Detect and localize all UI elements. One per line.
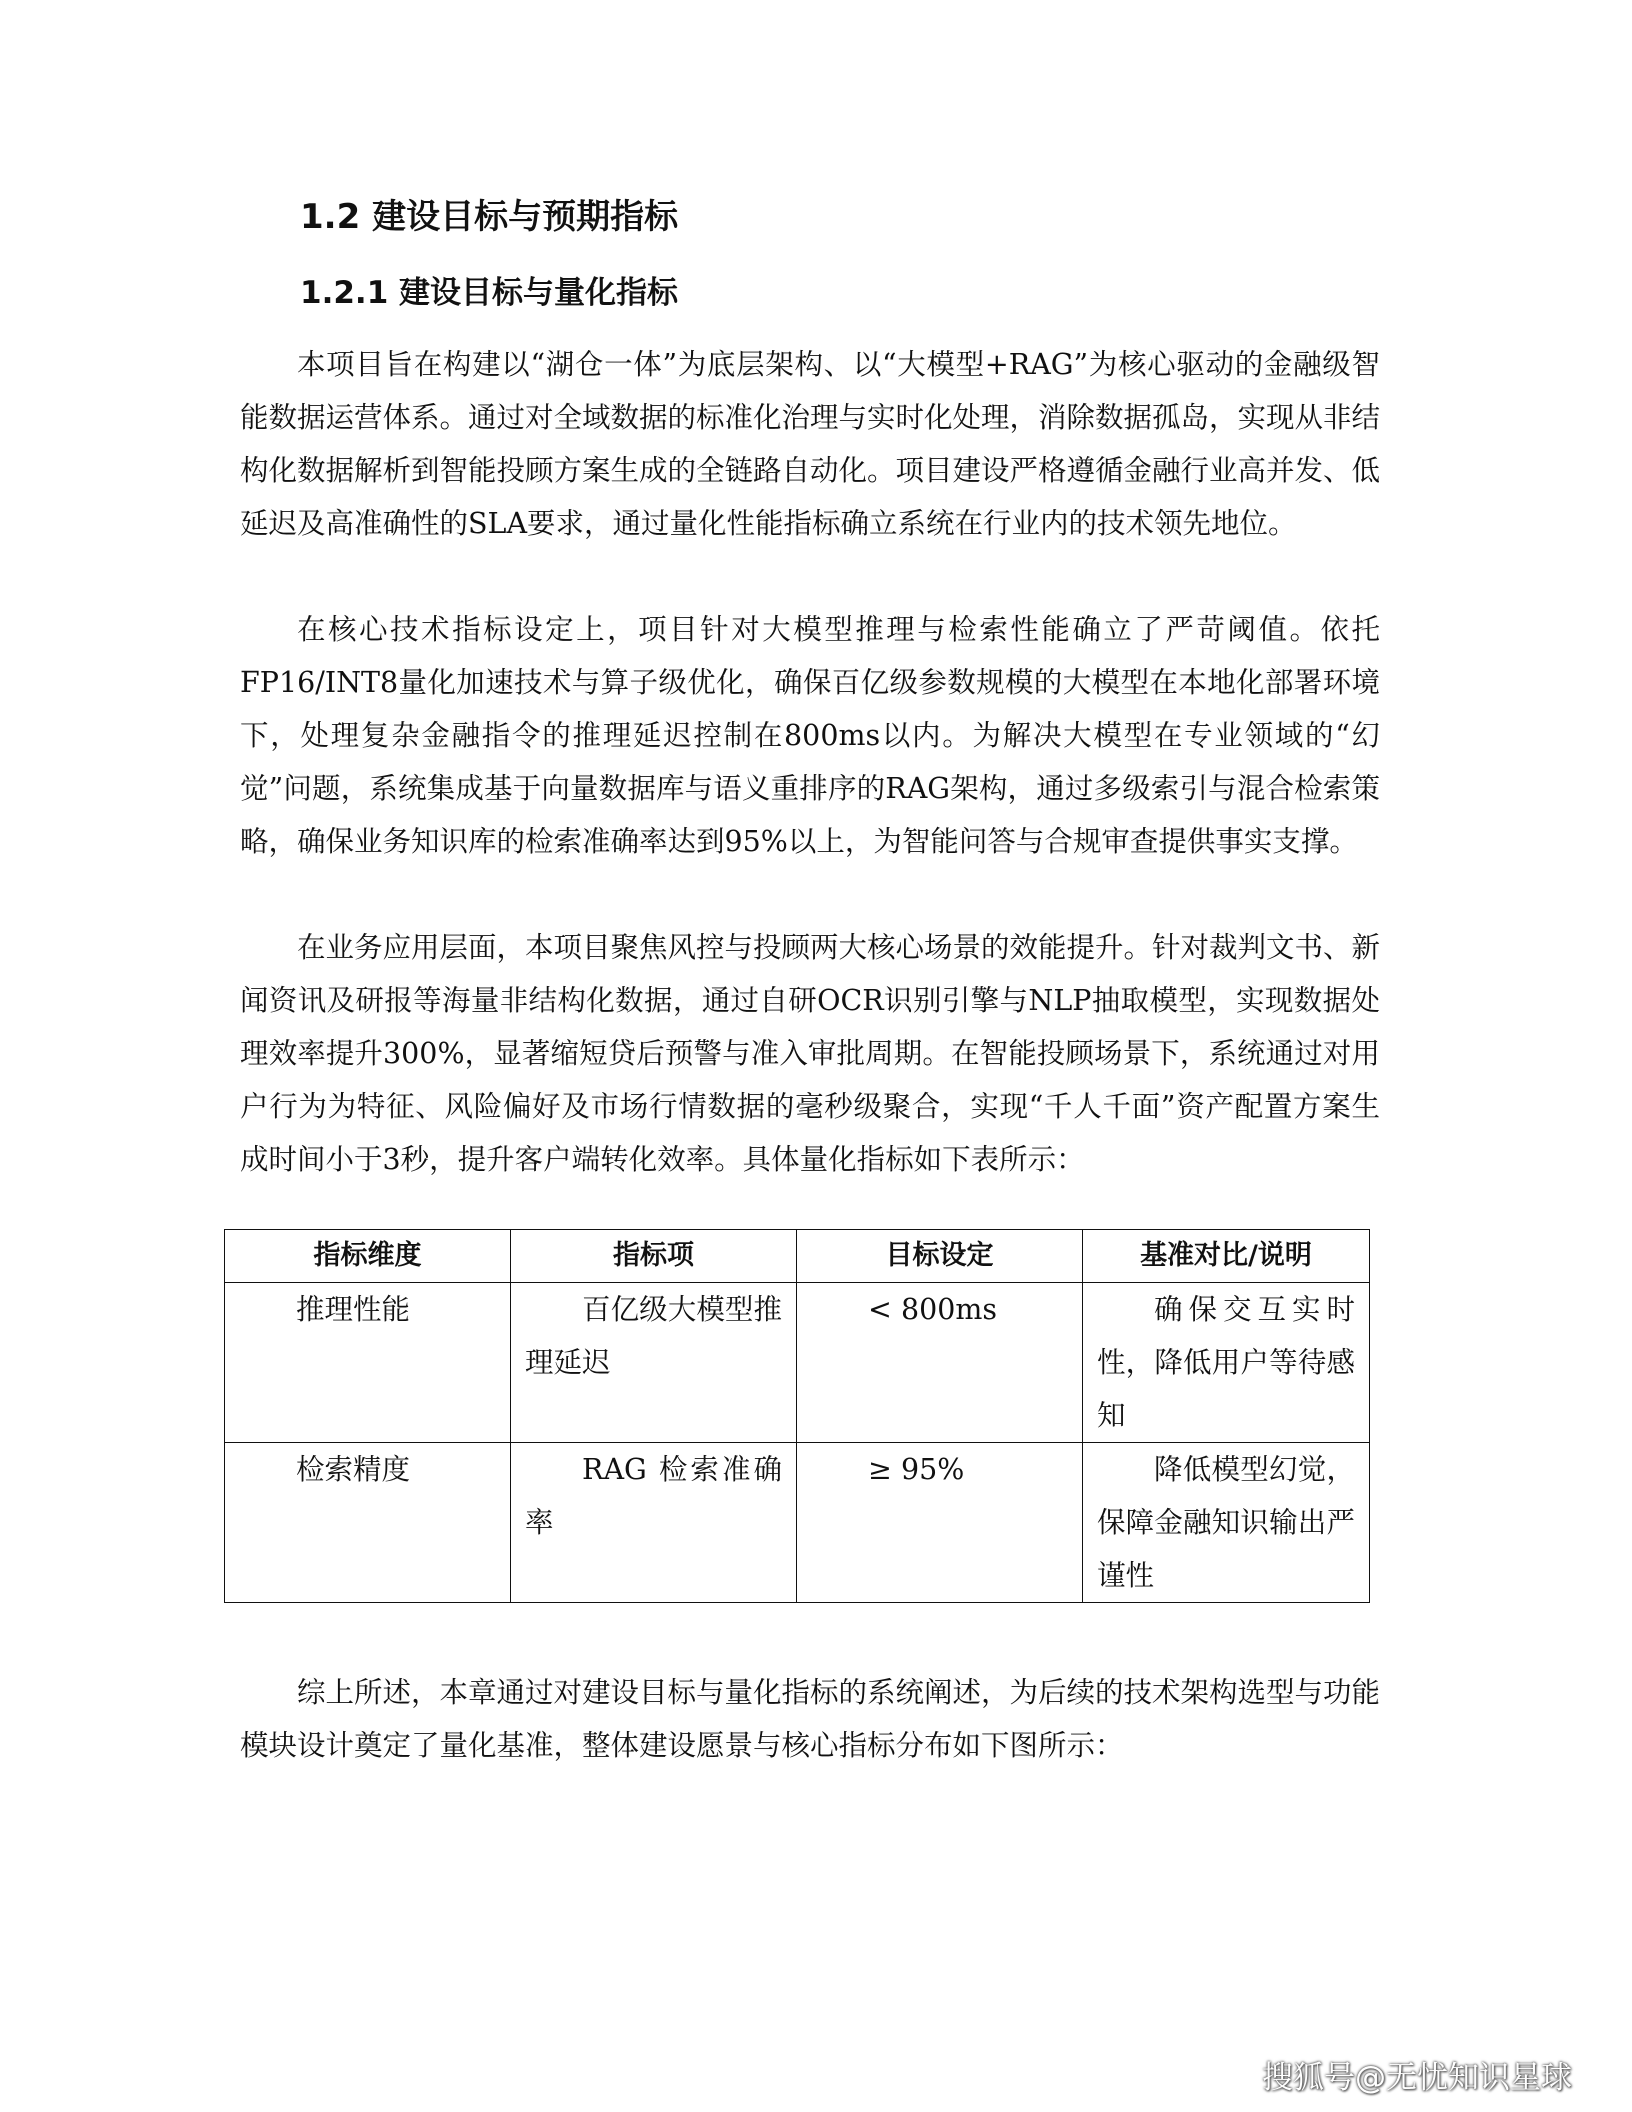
table-row (225, 1443, 1370, 1603)
table-cell-note: 降低模型幻觉，保障金融知识输出严谨性 (1083, 1443, 1370, 1603)
watermark: 搜狐号@无忧知识星球 (1262, 2060, 1572, 2096)
table-cell-dimension: 推理性能 (225, 1283, 511, 1443)
paragraph-business-application: 在业务应用层面，本项目聚焦风控与投顾两大核心场景的效能提升。针对裁判文书、新闻资讯及研报等海量非结构化数据，通过自研OCR识别引擎与NLP抽取模型，实现数据处理效率提升300%，显著缩短贷后预警与准入审批周期。在智能投顾场景下，系统通过对用户行为为特征、风险偏好及市场行情数据的毫秒级聚合，实现“千人千面”资产配置方案生成时间小于3秒，提升客户端转化效率。具体量化指标如下表所示： (240, 931, 1381, 1176)
metrics-table (224, 1229, 1370, 1603)
table-cell-target: < 800ms (797, 1283, 1083, 1443)
table-header-cell: 基准对比/说明 (1083, 1230, 1370, 1283)
table-cell-note: 确保交互实时性，降低用户等待感知 (1083, 1283, 1370, 1443)
table-header-cell: 指标维度 (225, 1230, 511, 1283)
table-header-row (225, 1230, 1370, 1283)
subsection-title: 1.2.1 建设目标与量化指标 (300, 275, 679, 311)
table-cell-item: RAG 检索准确率 (511, 1443, 797, 1603)
table-cell-dimension: 检索精度 (225, 1443, 511, 1603)
table-cell-item: 百亿级大模型推理延迟 (511, 1283, 797, 1443)
paragraph-objective: 本项目旨在构建以“湖仓一体”为底层架构、以“大模型+RAG”为核心驱动的金融级智能数据运营体系。通过对全域数据的标准化治理与实时化处理，消除数据孤岛，实现从非结构化数据解析到智能投顾方案生成的全链路自动化。项目建设严格遵循金融行业高并发、低延迟及高准确性的SLA要求，通过量化性能指标确立系统在行业内的技术领先地位。 (240, 348, 1381, 540)
paragraph-technical-metrics: 在核心技术指标设定上，项目针对大模型推理与检索性能确立了严苛阈值。依托FP16/INT8量化加速技术与算子级优化，确保百亿级参数规模的大模型在本地化部署环境下，处理复杂金融指令的推理延迟控制在800ms以内。为解决大模型在专业领域的“幻觉”问题，系统集成基于向量数据库与语义重排序的RAG架构，通过多级索引与混合检索策略，确保业务知识库的检索准确率达到95%以上，为智能问答与合规审查提供事实支撑。 (240, 613, 1380, 858)
section-title: 1.2 建设目标与预期指标 (300, 197, 679, 237)
table-cell-target: ≥ 95% (797, 1443, 1083, 1603)
table-header-cell: 目标设定 (797, 1230, 1083, 1283)
paragraph-summary: 综上所述，本章通过对建设目标与量化指标的系统阐述，为后续的技术架构选型与功能模块设计奠定了量化基准，整体建设愿景与核心指标分布如下图所示： (240, 1676, 1381, 1762)
table-header-cell: 指标项 (511, 1230, 797, 1283)
table-row (225, 1283, 1370, 1443)
